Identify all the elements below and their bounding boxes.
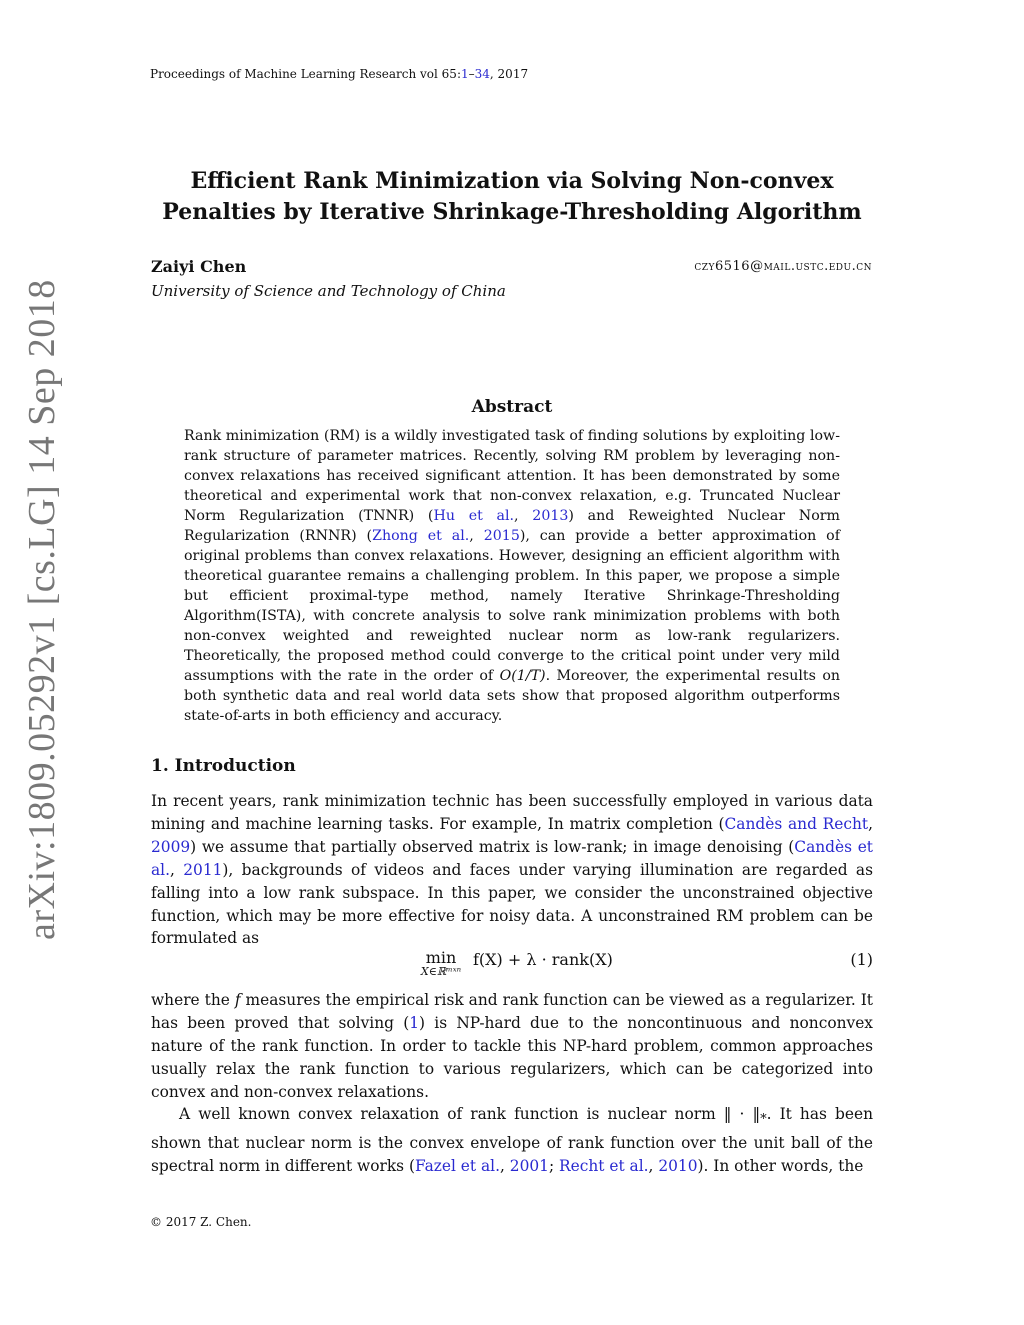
convergence-rate: O(1/T) [499,668,546,684]
citation-fazel-year[interactable]: 2001 [509,1156,549,1175]
intro-paragraph-2: where the f measures the empirical risk and rank function can be viewed as a regularizer. It has been proved that solving (1) is NP-hard due to the noncontinuous and nonconvex nature of the rank function. In order to tackle this NP-hard problem, common approaches usually relax the rank function to various regularizers, which can be categorized into convex and non-convex relaxations. [151,991,873,1101]
page-end-link[interactable]: 34 [474,67,490,81]
citation-candes-recht-year[interactable]: 2009 [151,837,191,856]
citation-candes-recht[interactable]: Candès and Recht [724,814,869,833]
intro-paragraph-3: A well known convex relaxation of rank function is nuclear norm ‖ · $‖_*$. It has been shown that nuclear norm is the convex envelope of rank function over the unit ball of the spectral norm in different works (Fazel et al., 2001; Recht et al., 2010). In other words, the [151,1105,873,1175]
equation-expression: f(X) + λ · rank(X) [473,950,613,969]
author-name: Zaiyi Chen [151,257,247,276]
citation-hu-2013[interactable]: Hu et al. [433,508,515,524]
title-line-2: Penalties by Iterative Shrinkage-Thresholding Algorithm [162,199,862,225]
equation-ref-1[interactable]: 1 [409,1013,420,1032]
citation-fazel[interactable]: Fazel et al. [414,1156,500,1175]
abstract-body: Rank minimization (RM) is a wildly investigated task of finding solutions by exploiting low-rank structure of parameter matrices. Recently, solving RM problem by leveraging non-convex relaxations has received significant attention. It has been demonstrated by some theoretical and experimental work that non-convex relaxation, e.g. Truncated Nuclear Norm Regularization (TNNR) (Hu et al., 2013) and Reweighted Nuclear Norm Regularization (RNNR) (Zhong et al., 2015), can provide a better approximation of original problems than convex relaxations. However, designing an efficient algorithm with theoretical guarantee remains a challenging problem. In this paper, we propose a simple but efficient proximal-type method, namely Iterative Shrinkage-Thresholding Algorithm(ISTA), with concrete analysis to solve rank minimization problems with both non-convex weighted and reweighted nuclear norm as low-rank regularizers. Theoretically, the proposed method could converge to the critical point under very mild assumptions with the rate in the order of O(1/T). Moreover, the experimental results on both synthetic data and real world data sets show that proposed algorithm outperforms state-of-arts in both efficiency and accuracy. [184,428,840,724]
abstract-heading: Abstract [471,397,553,417]
page-start-link[interactable]: 1 [461,67,469,81]
citation-recht-year[interactable]: 2010 [658,1156,698,1175]
equation-min-operator: min X∈ℝᵐˣⁿ [391,948,491,978]
citation-candes-etal[interactable]: Candès et al. [151,837,873,879]
citation-hu-2013-year[interactable]: 2013 [532,508,569,524]
author-affiliation: University of Science and Technology of China [151,282,506,300]
author-email: czy6516@mail.ustc.edu.cn [694,259,872,274]
paper-title [120,166,904,228]
equation-min-subscript: X∈ℝᵐˣⁿ [420,965,462,978]
citation-candes-etal-year[interactable]: 2011 [183,860,223,879]
copyright-footer: © 2017 Z. Chen. [150,1215,252,1229]
title-line-1: Efficient Rank Minimization via Solving Non-convex [190,168,834,194]
intro-paragraph-1: In recent years, rank minimization technic has been successfully employed in various data mining and machine learning tasks. For example, In matrix completion (Candès and Recht, 2009) we assume that partially observed matrix is low-rank; in image denoising (Candès et al., 2011), backgrounds of videos and faces under varying illumination are regarded as falling into a low rank subspace. In this paper, we consider the unconstrained objective function, which may be more effective for noisy data. A unconstrained RM problem can be formulated as [151,792,873,948]
citation-recht[interactable]: Recht et al. [559,1156,649,1175]
section-heading-introduction: 1. Introduction [151,756,296,776]
arxiv-identifier-stamp: arXiv:1809.05292v1 [cs.LG] 14 Sep 2018 [21,279,63,940]
citation-zhong-2015-year[interactable]: 2015 [483,528,520,544]
equation-number: (1) [850,950,873,969]
citation-zhong-2015[interactable]: Zhong et al. [372,528,470,544]
running-header: Proceedings of Machine Learning Research vol 65:1–34, 2017 [150,67,529,81]
equation-1 [151,948,873,982]
